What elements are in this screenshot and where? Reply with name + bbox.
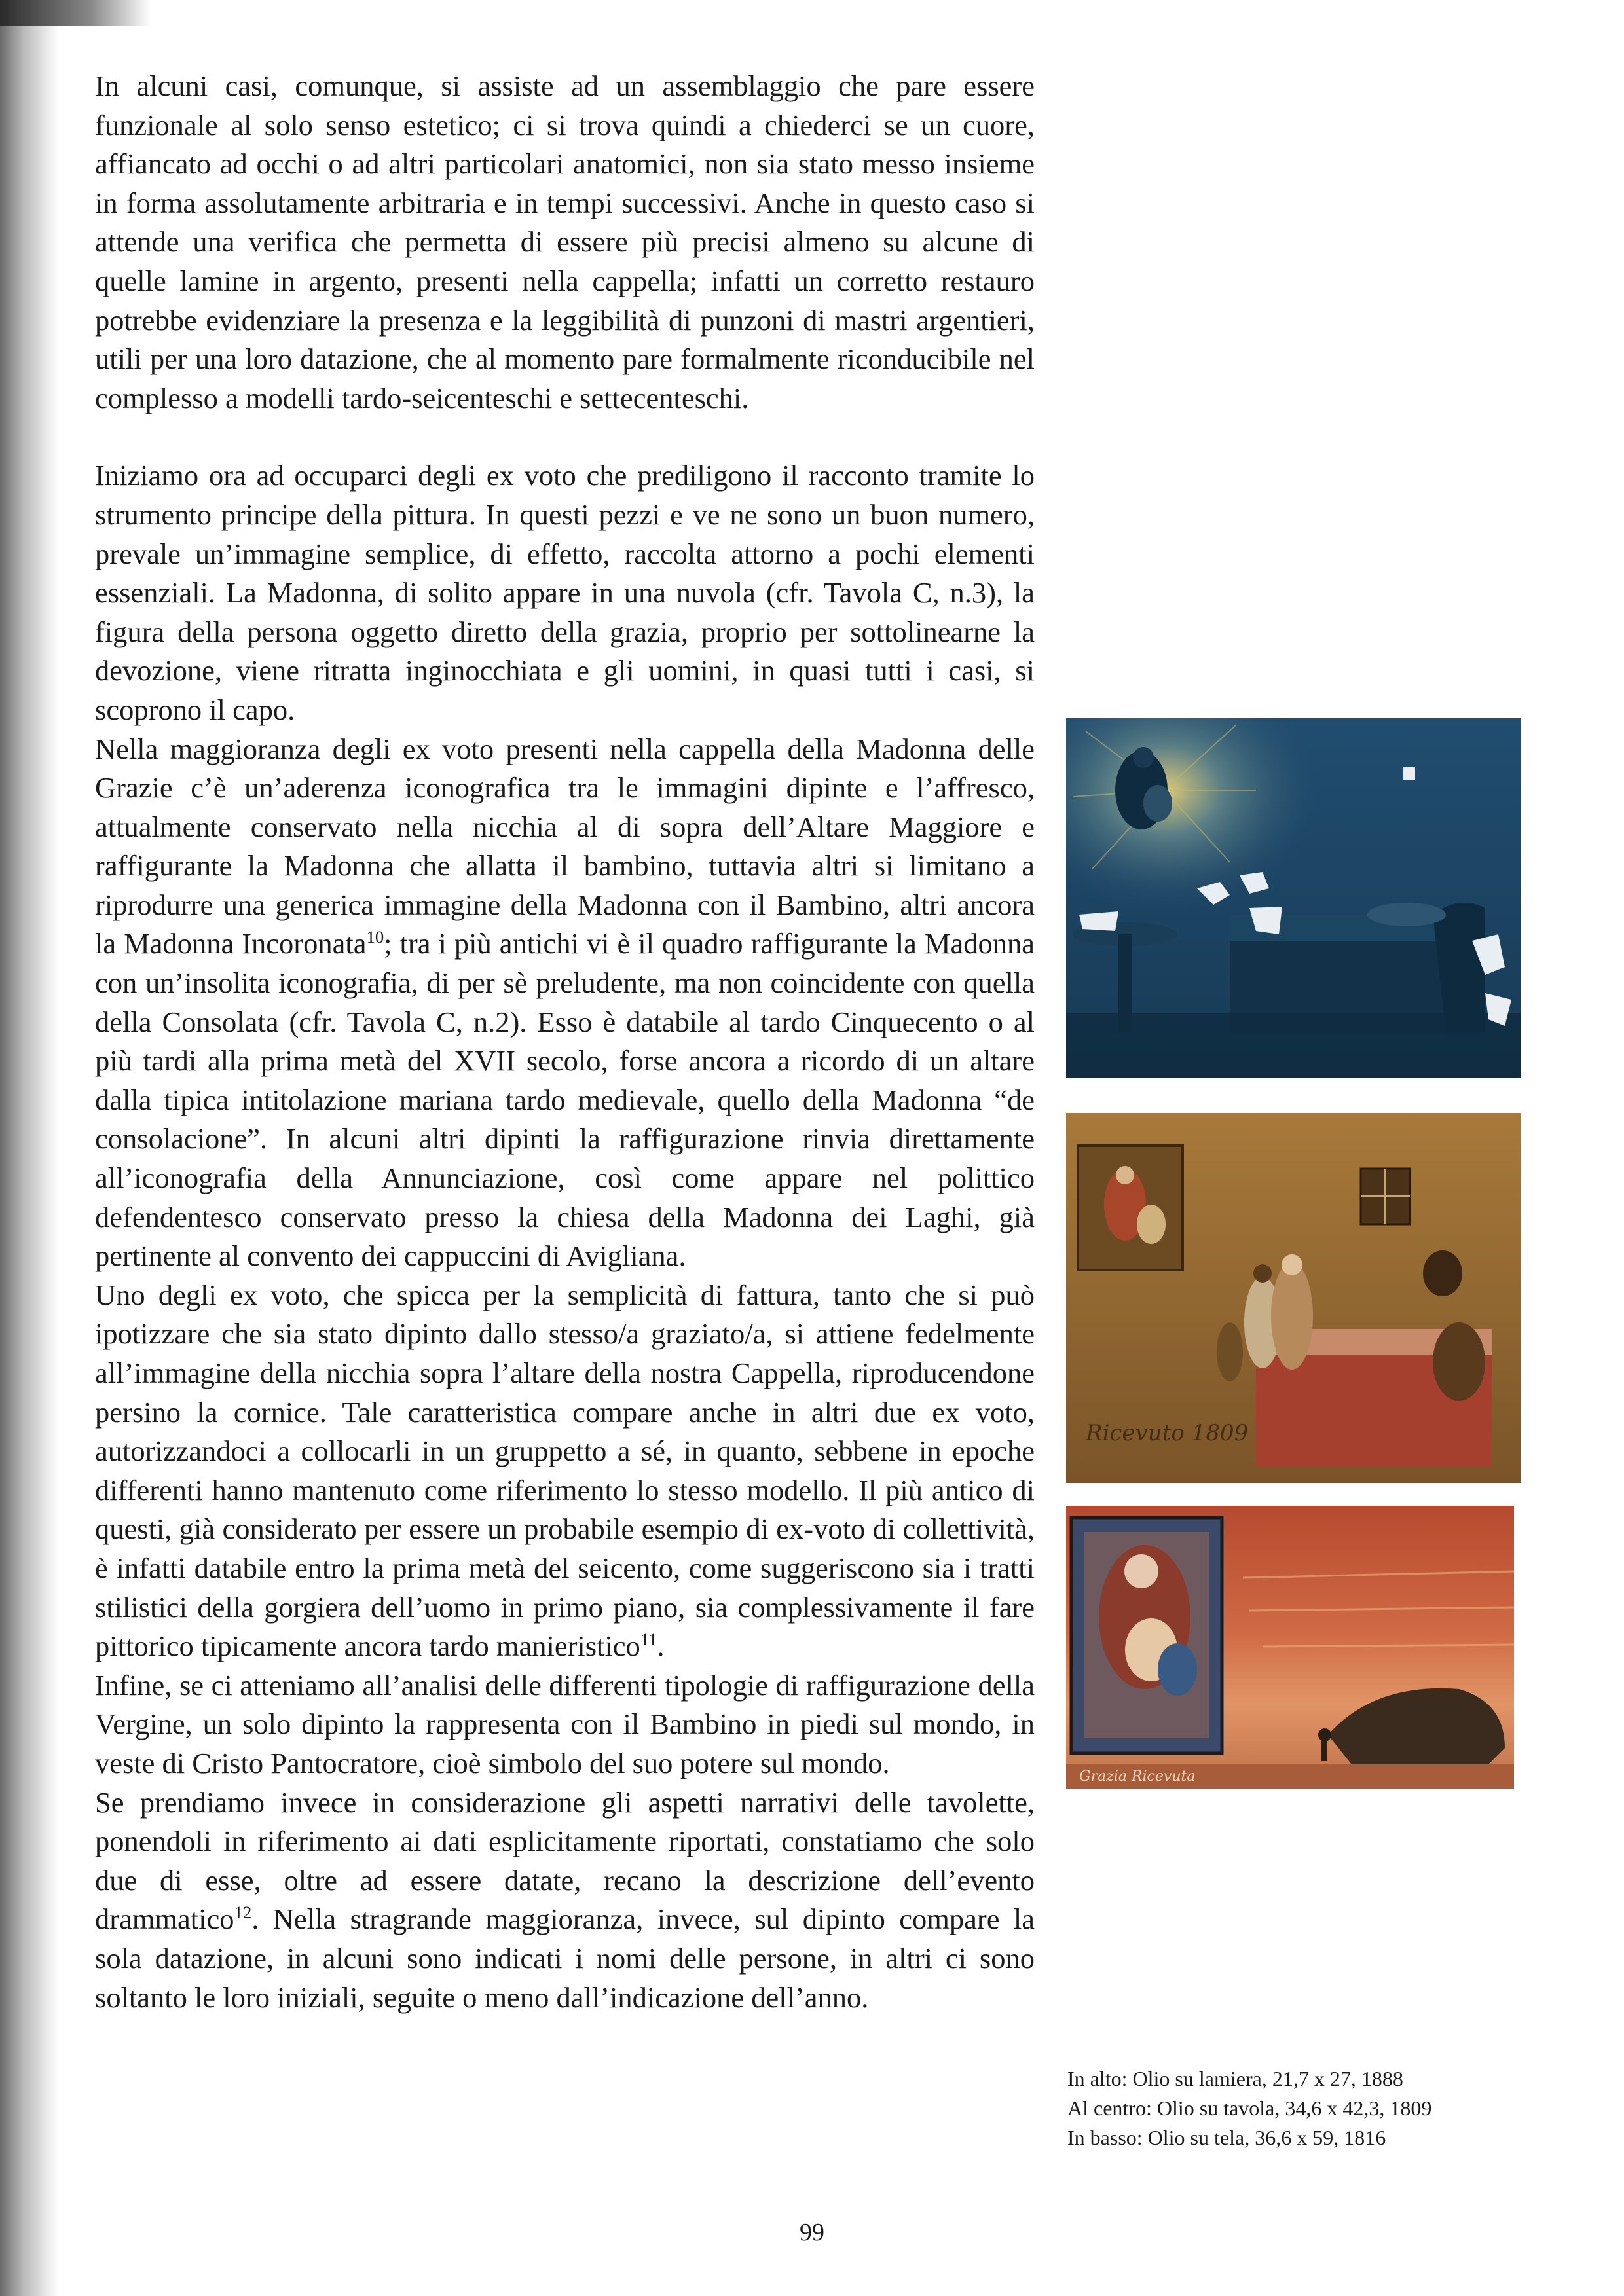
paragraph-1: In alcuni casi, comunque, si assiste ad un assemblaggio che pare essere funzionale al solo senso estetico; ci si trova quindi a chiederci se un cuore, affiancato ad occhi o ad altri particolari anatomici, non sia stato messo insieme in forma assolutamente arbitraria e in tempi successivi. Anche in questo caso si attende una verifica che permetta di essere più precisi almeno su alcune di quelle lamine in argento, presenti nella cappella; infatti un corretto restauro potrebbe evidenziare la presenza e la leggibilità di punzoni di mastri argentieri, utili per una loro datazione, che al momento pare formalmente riconducibile nel complesso a modelli tardo-seicenteschi e settecenteschi. [95,69,1035,414]
inscription-grazia-ricevuta: Grazia Ricevuta [1079,1768,1196,1785]
ex-voto-painting-bottom [1066,1506,1514,1789]
paragraph-5: Infine, se ci atteniamo all’analisi delle differenti tipologie di raffigurazione della Vergine, un solo dipinto la rappresenta con il Bambino in piedi sul mondo, in veste di Cristo Pantocratore, cioè simbolo del suo potere sul mondo. [95,1668,1035,1779]
paragraph-4: Uno degli ex voto, che spicca per la semplicità di fattura, tanto che si può ipotizzare che sia stato dipinto dallo stesso/a graziato/a, si attiene fedelmente all’immagine della nicchia sopra l’altare della nostra Cappella, riproducendone persino la cornice. Tale caratteristica compare anche in altri due ex voto, autorizzandoci a collocarli in un gruppetto a sé, in quanto, sebbene in epoche differenti hanno mantenuto come riferimento lo stesso modello. Il più antico di questi, già considerato per essere un probabile esempio di ex-voto di collettività, è infatti databile entro la prima metà del seicento, come suggeriscono sia i tratti stilistici della gorgiera dell’uomo in primo piano, sia complessivamente il fare pittorico tipicamente ancora tardo manieristico$^{11}$. [95,1278,1035,1663]
ex-voto-sunset-image [1066,1506,1514,1789]
footnote-ref-11[interactable]: 11 [640,1630,657,1650]
binding-gutter-shadow [0,0,59,2296]
paragraph-3: Nella maggioranza degli ex voto presenti nella cappella della Madonna delle Grazie c’è un’aderenza iconografica tra le immagini dipinte e l’affresco, attualmente conservato nella nicchia al di sopra dell’Altare Maggiore e raffigurante la Madonna che allatta il bambino, tuttavia altri si limitano a riprodurre una generica immagine della Madonna con il Bambino, altri ancora la Madonna Incoronata$^{10}$; tra i più antichi vi è il quadro raffigurante la Madonna con un’insolita iconografia, di per sè preludente, ma non coincidente con quella della Consolata (cfr. Tavola C, n.2). Esso è databile al tardo Cinquecento o al più tardi alla prima metà del XVII secolo, forse ancora a ricordo di un altare dalla tipica intitolazione mariana tardo medievale, quello della Madonna “de consolacione”. In alcuni altri dipinti la raffigurazione rinvia direttamente all’iconografia della Annunciazione, così come appare nel polittico defendentesco conservato presso la chiesa della Madonna dei Laghi, già pertinente al convento dei cappuccini di Avigliana. [95,732,1035,1273]
page-number: 99 [800,2219,824,2246]
main-text-column [95,67,1035,2017]
footnote-ref-12[interactable]: 12 [234,1903,252,1923]
caption-top: In alto: Olio su lamiera, 21,7 x 27, 1888 [1067,2067,1403,2090]
image-captions [1067,2064,1578,2153]
footnote-ref-10[interactable]: 10 [366,927,384,947]
ex-voto-painting-middle [1066,1113,1521,1483]
ex-voto-painting-top [1066,718,1521,1078]
caption-middle: Al centro: Olio su tavola, 34,6 x 42,3, 1809 [1067,2096,1432,2120]
ex-voto-interior-image [1066,1113,1521,1483]
inscription-ricevuto: Ricevuto 1809 [1086,1420,1249,1446]
ex-voto-night-bedroom-image [1066,718,1521,1078]
paragraph-2: Iniziamo ora ad occuparci degli ex voto che prediligono il racconto tramite lo strumento principe della pittura. In questi pezzi e ve ne sono un buon numero, prevale un’immagine semplice, di effetto, raccolta attorno a pochi elementi essenziali. La Madonna, di solito appare in una nuvola (cfr. Tavola C, n.3), la figura della persona oggetto diretto della grazia, proprio per sottolinearne la devozione, viene ritratta inginocchiata e gli uomini, in quasi tutti i casi, si scoprono il capo. [95,459,1035,726]
paragraph-6: Se prendiamo invece in considerazione gli aspetti narrativi delle tavolette, ponendoli in riferimento ai dati esplicitamente riportati, constatiamo che solo due di esse, oltre ad essere datate, recano la descrizione dell’evento drammatico$^{12}$. Nella stragrande maggioranza, invece, sul dipinto compare la sola datazione, in alcuni sono indicati i nomi delle persone, in altri ci sono soltanto le loro iniziali, seguite o meno dall’indicazione dell’anno. [95,1785,1035,2014]
scan-corner-shadow [0,0,151,26]
caption-bottom: In basso: Olio su tela, 36,6 x 59, 1816 [1067,2126,1386,2149]
